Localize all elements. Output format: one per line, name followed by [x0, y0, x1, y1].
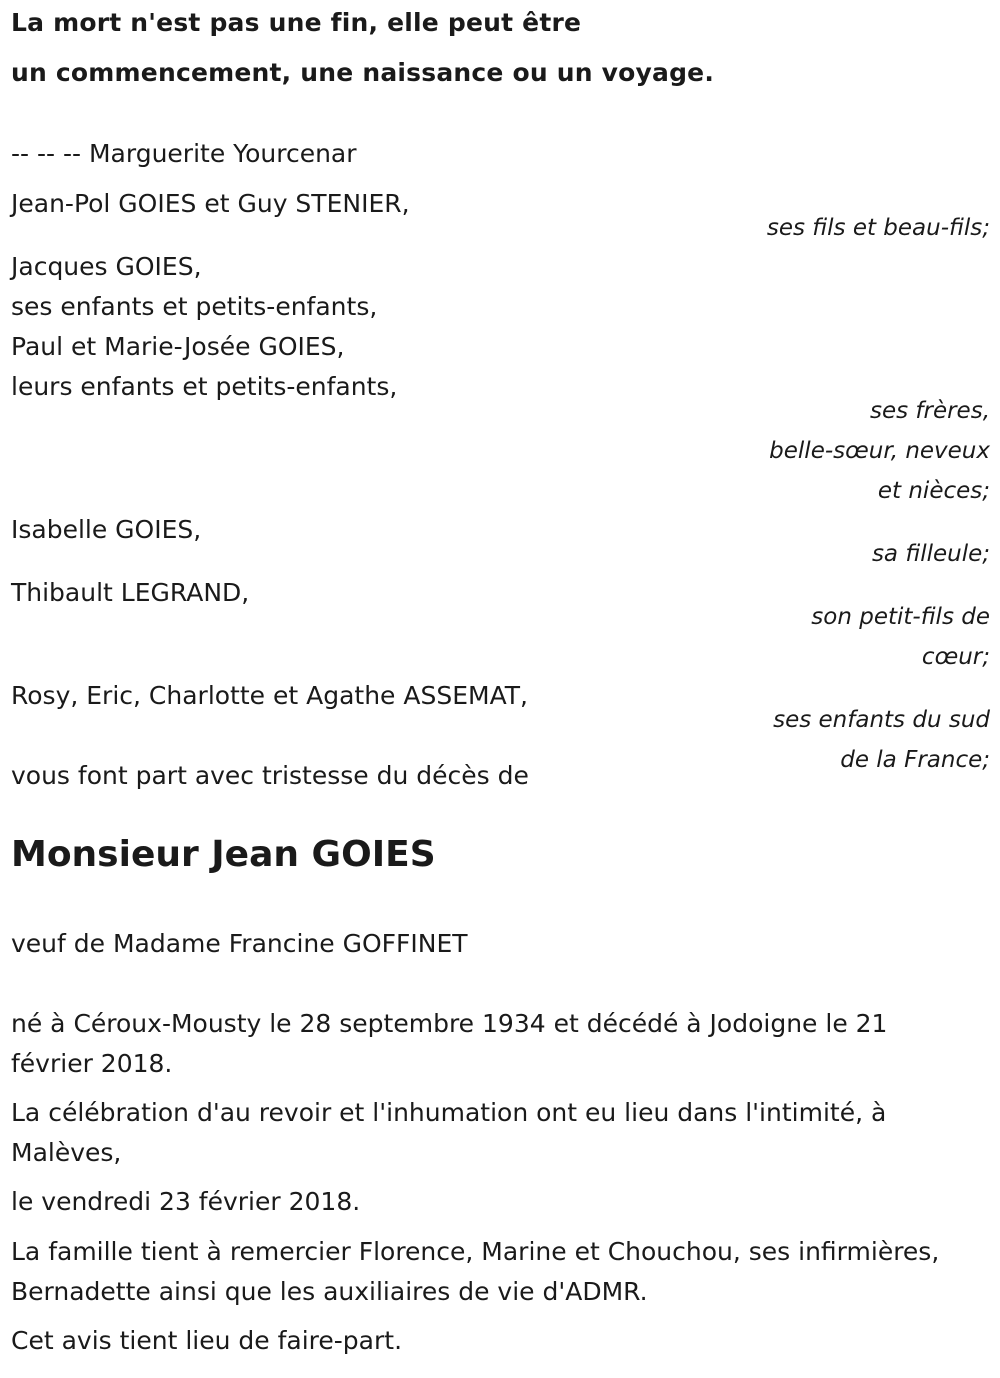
family-role-5a: ses enfants du sud — [773, 707, 990, 733]
family-role-4a: son petit-fils de — [811, 604, 990, 630]
widower-line: veuf de Madame Francine GOFFINET — [11, 929, 468, 958]
deceased-name: Monsieur Jean GOIES — [11, 834, 436, 875]
thanks-paragraph: La famille tient à remercier Florence, Marine et Chouchou, ses infirmières, Bernadette ainsi que les auxiliaires de vie d'ADMR. — [11, 1237, 940, 1306]
quote-author: -- -- -- Marguerite Yourcenar — [11, 139, 357, 168]
birth-death-paragraph: né à Céroux-Mousty le 28 septembre 1934 et décédé à Jodoigne le 21 février 2018. — [11, 1009, 888, 1078]
family-names-1: Jean-Pol GOIES et Guy STENIER, — [11, 189, 410, 218]
family-role-2c: et nièces; — [877, 478, 990, 504]
ceremony-paragraph: La célébration d'au revoir et l'inhumation ont eu lieu dans l'intimité, à Malèves, — [11, 1098, 887, 1167]
quote-line-1: La mort n'est pas une fin, elle peut être — [11, 8, 582, 37]
family-names-2d: leurs enfants et petits-enfants, — [11, 372, 398, 401]
family-role-4b: cœur; — [921, 644, 990, 670]
announcement: vous font part avec tristesse du décès de — [11, 761, 529, 790]
family-role-2a: ses frères, — [869, 398, 990, 424]
family-role-5b: de la France; — [840, 747, 990, 773]
family-role-3: sa filleule; — [871, 541, 990, 567]
family-role-1: ses fils et beau-fils; — [766, 215, 990, 241]
ceremony-date-paragraph: le vendredi 23 février 2018. — [11, 1187, 361, 1216]
family-names-4: Thibault LEGRAND, — [11, 578, 250, 607]
family-names-5: Rosy, Eric, Charlotte et Agathe ASSEMAT, — [11, 681, 528, 710]
family-names-2b: ses enfants et petits-enfants, — [11, 292, 378, 321]
closing-paragraph: Cet avis tient lieu de faire-part. — [11, 1326, 403, 1355]
quote-line-2: un commencement, une naissance ou un voyage. — [11, 58, 715, 87]
family-names-2c: Paul et Marie-Josée GOIES, — [11, 332, 345, 361]
family-names-3: Isabelle GOIES, — [11, 515, 202, 544]
family-names-2a: Jacques GOIES, — [11, 252, 202, 281]
family-role-2b: belle-sœur, neveux — [769, 438, 990, 464]
